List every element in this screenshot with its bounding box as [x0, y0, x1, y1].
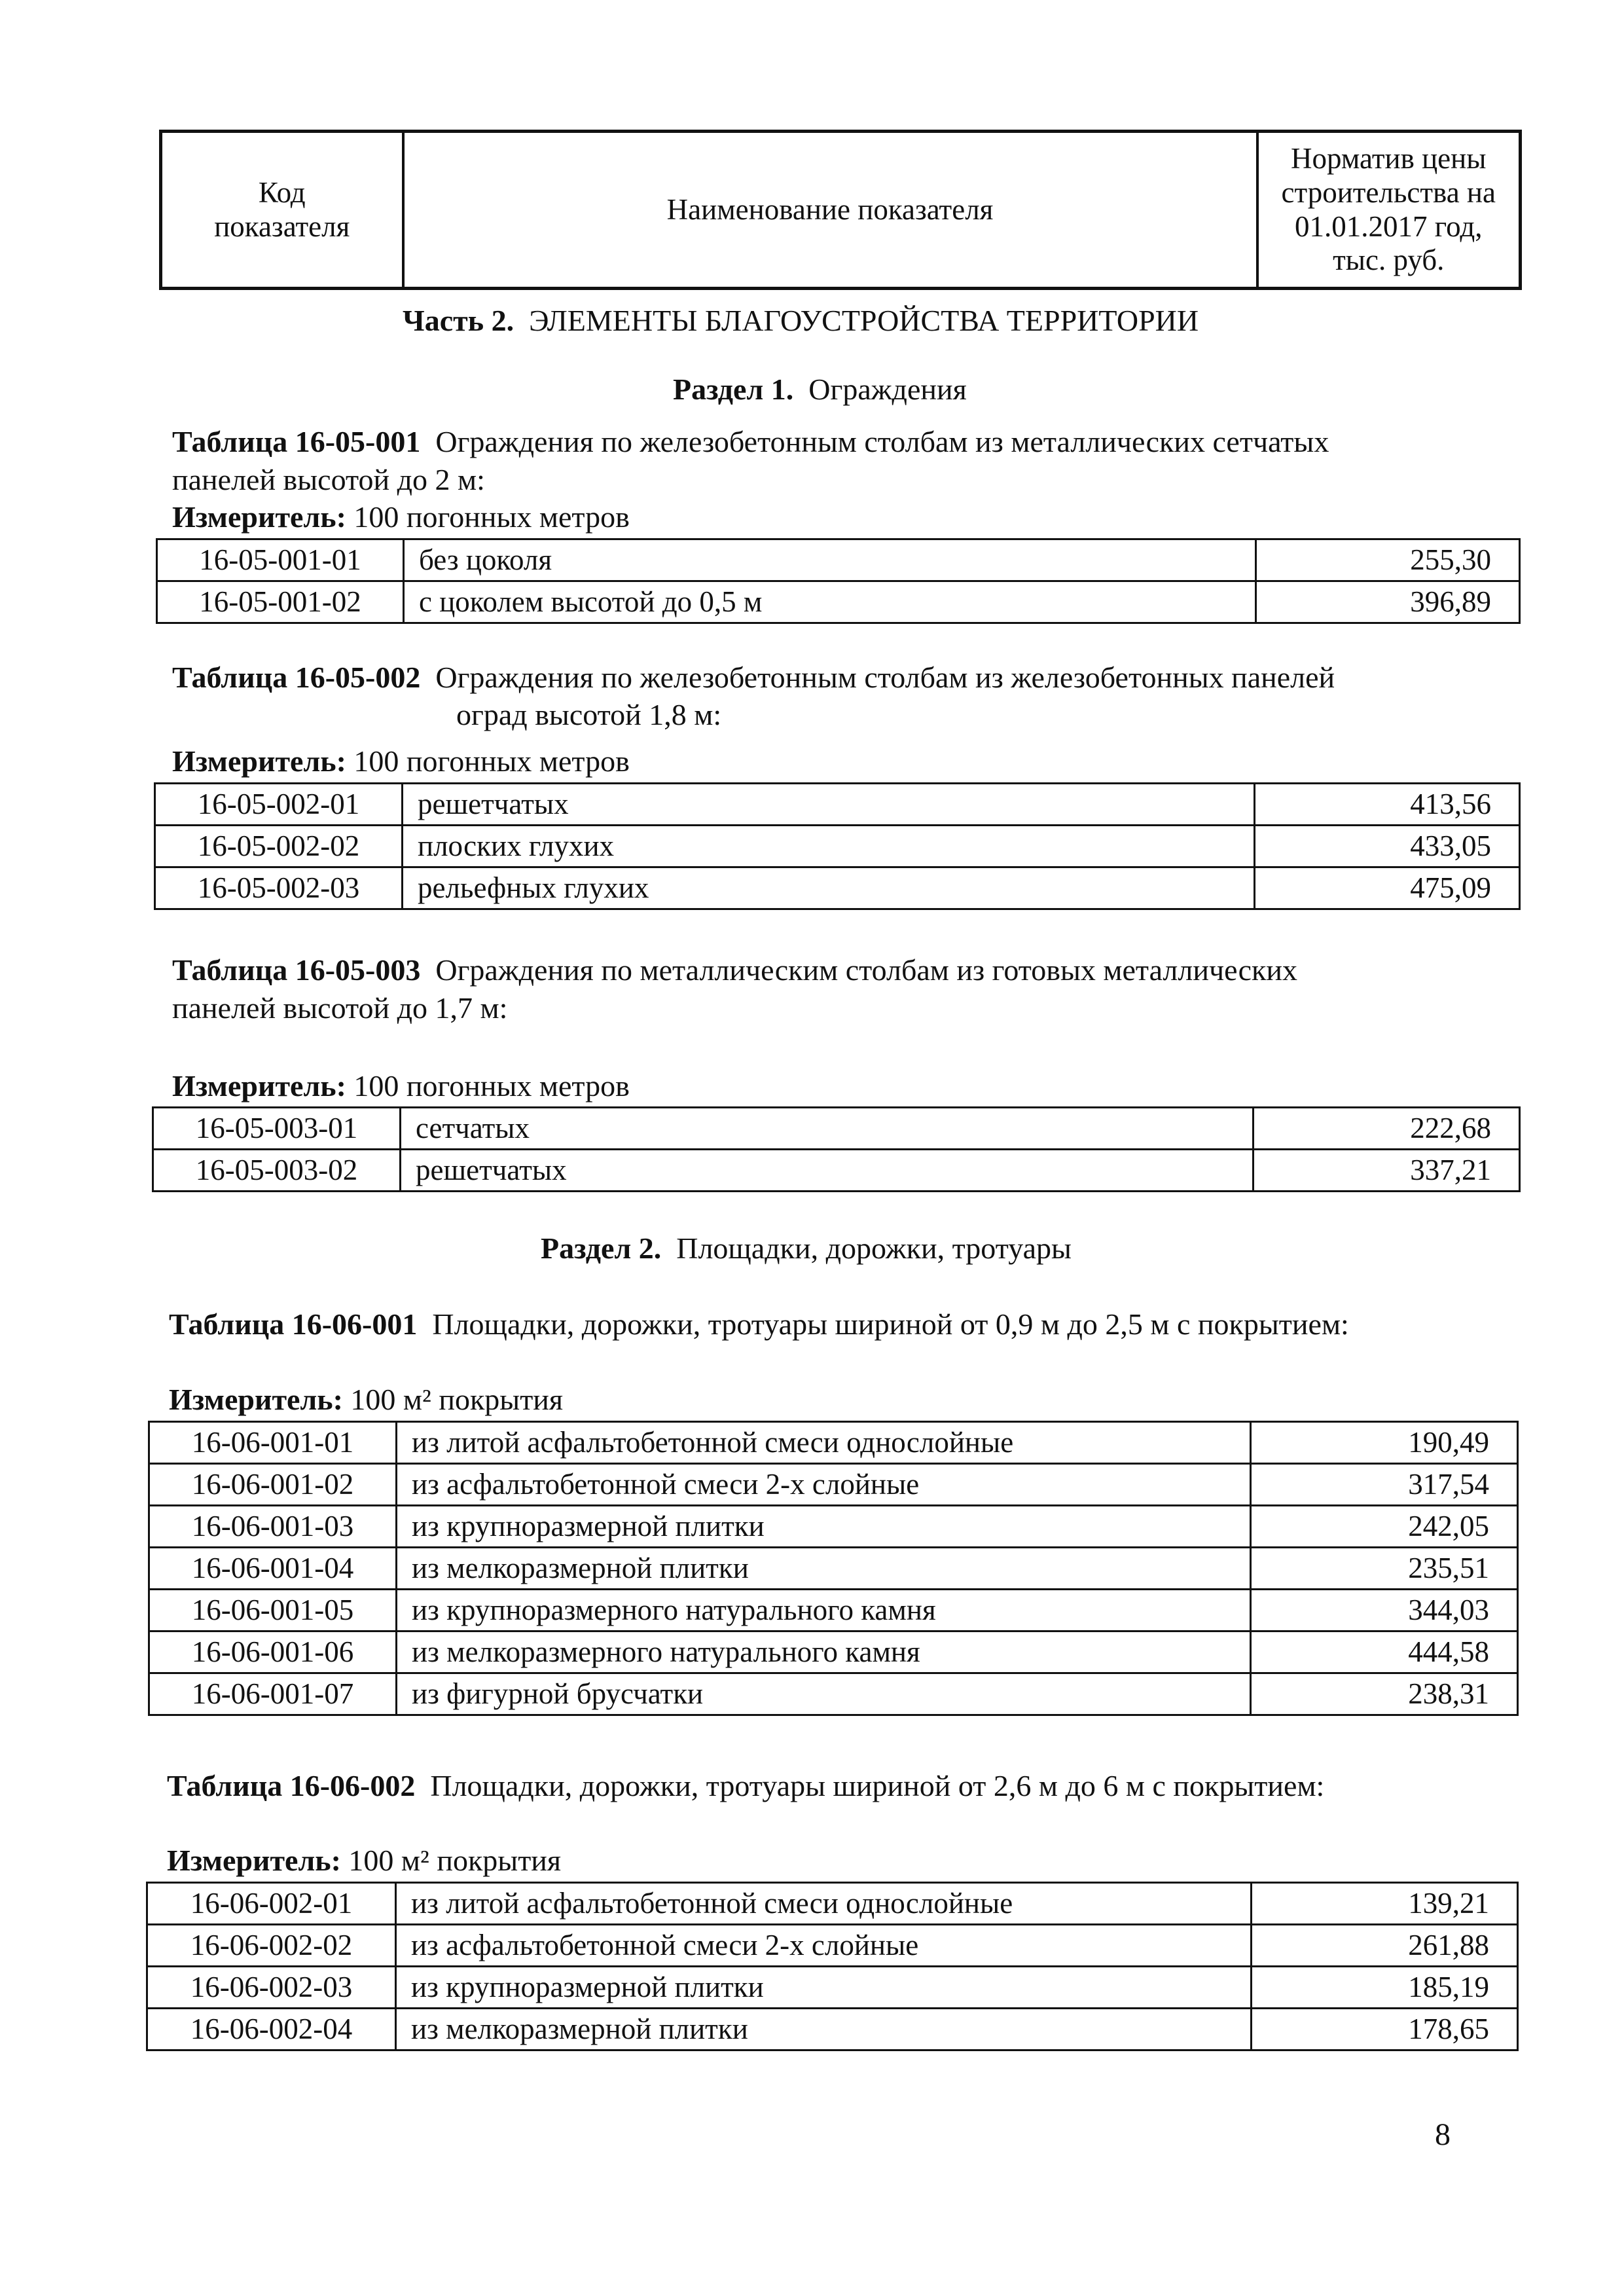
table-row: [157, 539, 1520, 581]
row-name: из крупноразмерной плитки: [397, 1506, 1251, 1548]
table-meter: [172, 1071, 630, 1101]
row-code: 16-05-003-01: [153, 1108, 401, 1150]
meter-label: Измеритель:: [167, 1844, 341, 1877]
row-price: 261,88: [1252, 1925, 1518, 1967]
row-name: из мелкоразмерного натурального камня: [397, 1631, 1251, 1673]
row-name: решетчатых: [403, 784, 1255, 826]
price-table: [156, 538, 1521, 624]
part-heading: [403, 306, 1199, 336]
row-code: 16-06-001-05: [149, 1590, 397, 1631]
row-price: 235,51: [1251, 1548, 1518, 1590]
row-price: 396,89: [1256, 581, 1520, 623]
row-name: из фигурной брусчатки: [397, 1673, 1251, 1715]
row-price: 444,58: [1251, 1631, 1518, 1673]
table-row: [149, 1464, 1518, 1506]
meter-label: Измеритель:: [172, 744, 346, 778]
row-code: 16-05-002-03: [155, 867, 403, 909]
row-name: с цоколем высотой до 0,5 м: [404, 581, 1256, 623]
table-meter: [167, 1846, 561, 1876]
table-row: [147, 2009, 1518, 2050]
row-price: 433,05: [1255, 826, 1520, 867]
header-row: [161, 132, 1521, 289]
table-title-line2: панелей высотой до 2 м:: [172, 463, 485, 496]
table-title-line1: Ограждения по железобетонным столбам из металлических сетчатых: [435, 425, 1329, 458]
row-code: 16-06-001-01: [149, 1422, 397, 1464]
row-price: 185,19: [1252, 1967, 1518, 2009]
row-price: 190,49: [1251, 1422, 1518, 1464]
row-name: сетчатых: [401, 1108, 1254, 1150]
row-code: 16-06-002-02: [147, 1925, 396, 1967]
table-row: [149, 1673, 1518, 1715]
section2-heading: [541, 1233, 1072, 1264]
row-code: 16-06-001-04: [149, 1548, 397, 1590]
row-name: из асфальтобетонной смеси 2-х слойные: [396, 1925, 1252, 1967]
row-name: плоских глухих: [403, 826, 1255, 867]
row-code: 16-06-001-03: [149, 1506, 397, 1548]
table-row: [153, 1108, 1520, 1150]
part-label: Часть 2.: [403, 304, 514, 337]
page-number: 8: [1435, 2117, 1451, 2152]
table-row: [155, 867, 1520, 909]
table-row: [155, 784, 1520, 826]
row-name: из литой асфальтобетонной смеси однослойные: [397, 1422, 1251, 1464]
row-price: 178,65: [1252, 2009, 1518, 2050]
row-code: 16-05-002-02: [155, 826, 403, 867]
table-title-line1: Площадки, дорожки, тротуары шириной от 2,6 м до 6 м с покрытием:: [430, 1769, 1325, 1802]
part-title: ЭЛЕМЕНТЫ БЛАГОУСТРОЙСТВА ТЕРРИТОРИИ: [529, 304, 1199, 337]
meter-label: Измеритель:: [169, 1383, 343, 1416]
table-title: [172, 955, 1297, 985]
table-row: [155, 826, 1520, 867]
row-code: 16-06-002-04: [147, 2009, 396, 2050]
table-label: Таблица 16-06-002: [167, 1769, 416, 1802]
row-code: 16-06-002-03: [147, 1967, 396, 2009]
table-title-line2: оград высотой 1,8 м:: [456, 698, 722, 731]
section2-title: Площадки, дорожки, тротуары: [676, 1231, 1072, 1265]
table-meter: [169, 1385, 563, 1415]
price-table: [146, 1882, 1519, 2051]
row-price: 222,68: [1254, 1108, 1520, 1150]
row-code: 16-05-002-01: [155, 784, 403, 826]
price-table: [148, 1421, 1519, 1716]
section1-title: Ограждения: [808, 373, 967, 406]
row-price: 413,56: [1255, 784, 1520, 826]
table-row: [153, 1150, 1520, 1192]
row-price: 475,09: [1255, 867, 1520, 909]
row-price: 344,03: [1251, 1590, 1518, 1631]
section2-label: Раздел 2.: [541, 1231, 662, 1265]
header-table: [159, 130, 1522, 290]
row-price: 337,21: [1254, 1150, 1520, 1192]
row-price: 238,31: [1251, 1673, 1518, 1715]
header-code: Код показателя: [161, 132, 403, 289]
row-price: 242,05: [1251, 1506, 1518, 1548]
table-title-line1: Площадки, дорожки, тротуары шириной от 0,9 м до 2,5 м с покрытием:: [432, 1307, 1349, 1341]
row-name: рельефных глухих: [403, 867, 1255, 909]
table-title: [167, 1771, 1324, 1801]
table-title: [169, 1309, 1349, 1339]
row-name: из мелкоразмерной плитки: [397, 1548, 1251, 1590]
table-title-line2: панелей высотой до 1,7 м:: [172, 991, 508, 1025]
header-price: Норматив цены строительства на 01.01.2017 год, тыс. руб.: [1257, 132, 1521, 289]
row-code: 16-06-002-01: [147, 1883, 396, 1925]
table-label: Таблица 16-05-001: [172, 425, 421, 458]
table-row: [149, 1422, 1518, 1464]
table-row: [149, 1631, 1518, 1673]
price-table: [154, 782, 1521, 910]
table-row: [147, 1883, 1518, 1925]
meter-label: Измеритель:: [172, 1069, 346, 1102]
row-name: решетчатых: [401, 1150, 1254, 1192]
row-code: 16-05-001-01: [157, 539, 404, 581]
meter-label: Измеритель:: [172, 500, 346, 534]
table-row: [149, 1548, 1518, 1590]
meter-value: 100 погонных метров: [353, 500, 630, 534]
meter-value: 100 м² покрытия: [350, 1383, 564, 1416]
table-row: [147, 1925, 1518, 1967]
row-name: без цоколя: [404, 539, 1256, 581]
table-row: [149, 1590, 1518, 1631]
section1-label: Раздел 1.: [673, 373, 794, 406]
section1-heading: [673, 374, 967, 405]
price-table: [152, 1106, 1521, 1192]
row-code: 16-05-003-02: [153, 1150, 401, 1192]
row-name: из асфальтобетонной смеси 2-х слойные: [397, 1464, 1251, 1506]
header-name: Наименование показателя: [403, 132, 1257, 289]
table-row: [147, 1967, 1518, 2009]
table-label: Таблица 16-05-002: [172, 661, 421, 694]
table-title: [172, 663, 1335, 693]
row-code: 16-06-001-07: [149, 1673, 397, 1715]
row-name: из крупноразмерной плитки: [396, 1967, 1252, 2009]
meter-value: 100 погонных метров: [353, 1069, 630, 1102]
row-code: 16-06-001-06: [149, 1631, 397, 1673]
row-code: 16-05-001-02: [157, 581, 404, 623]
row-name: из крупноразмерного натурального камня: [397, 1590, 1251, 1631]
table-title-line1: Ограждения по железобетонным столбам из железобетонных панелей: [435, 661, 1335, 694]
table-meter: [172, 746, 630, 776]
table-row: [157, 581, 1520, 623]
meter-value: 100 погонных метров: [353, 744, 630, 778]
row-code: 16-06-001-02: [149, 1464, 397, 1506]
meter-value: 100 м² покрытия: [348, 1844, 562, 1877]
table-meter: [172, 502, 630, 532]
table-row: [149, 1506, 1518, 1548]
row-price: 139,21: [1252, 1883, 1518, 1925]
row-name: из мелкоразмерной плитки: [396, 2009, 1252, 2050]
row-price: 255,30: [1256, 539, 1520, 581]
table-label: Таблица 16-05-003: [172, 953, 421, 987]
table-title: [172, 427, 1329, 457]
table-label: Таблица 16-06-001: [169, 1307, 418, 1341]
table-title-line1: Ограждения по металлическим столбам из готовых металлических: [435, 953, 1298, 987]
row-price: 317,54: [1251, 1464, 1518, 1506]
row-name: из литой асфальтобетонной смеси однослойные: [396, 1883, 1252, 1925]
